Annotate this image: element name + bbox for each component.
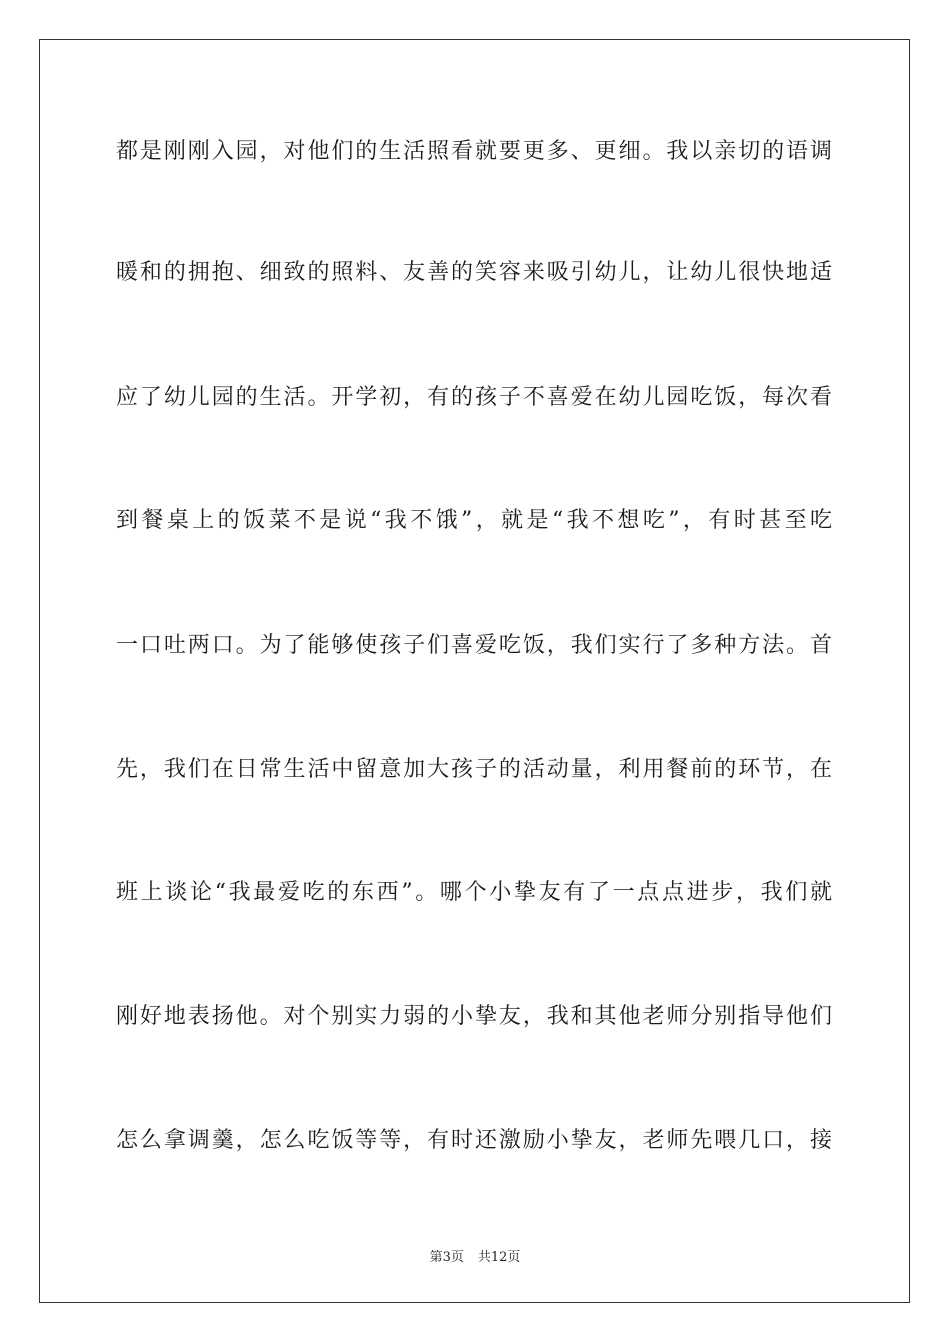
body-text-line: 一口吐两口。为了能够使孩子们喜爱吃饭，我们实行了多种方法。首 (116, 633, 832, 658)
current-page-number: 第3页 (429, 1250, 464, 1265)
body-text-line: 应了幼儿园的生活。开学初，有的孩子不喜爱在幼儿园吃饭，每次看 (116, 385, 832, 410)
body-text-line: 暖和的拥抱、细致的照料、友善的笑容来吸引幼儿，让幼儿很快地适 (116, 260, 832, 285)
body-text-line: 班上谈论“我最爱吃的东西”。哪个小挚友有了一点点进步，我们就 (116, 880, 832, 905)
body-text-line: 都是刚刚入园，对他们的生活照看就要更多、更细。我以亲切的语调 (116, 139, 832, 164)
page-footer (0, 1246, 950, 1265)
body-text-line: 刚好地表扬他。对个别实力弱的小挚友，我和其他老师分别指导他们 (116, 1004, 832, 1029)
body-text-line: 怎么拿调羹，怎么吃饭等等，有时还激励小挚友，老师先喂几口，接 (116, 1128, 832, 1153)
page-border (39, 39, 910, 1303)
body-text-line: 先，我们在日常生活中留意加大孩子的活动量，利用餐前的环节，在 (116, 757, 832, 782)
total-page-count: 共12页 (477, 1250, 521, 1265)
body-text-line: 到餐桌上的饭菜不是说“我不饿”，就是“我不想吃”，有时甚至吃 (116, 508, 832, 533)
